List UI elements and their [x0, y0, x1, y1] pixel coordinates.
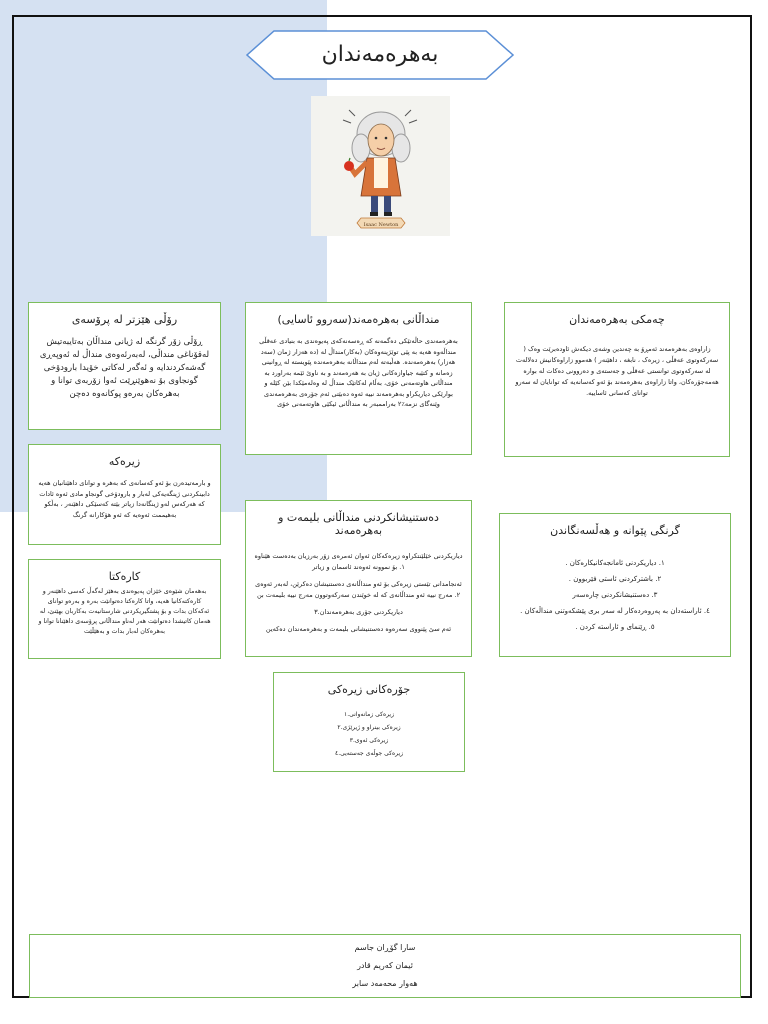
- importance-list: [508, 555, 722, 635]
- box-identification-heading: دەستنیشانکردنی منداڵانی بلیمەت و بەهرەمەند: [278, 511, 439, 537]
- page-title: بەهرەمەندان: [321, 42, 439, 67]
- box-character-body: بەهەمان شێوەی خێزان پەیوەندی بەهێز لەگەڵ کەسی داهێنەر و کارەکتەکانیا هەیە، واتا کارەکتا دەتوانێت بەرە و بەرەو توانای ئەکەکان بدات و بۆ پشتگیریکردنی شارستانیەت بەکاربان بهێنێ، لە هەمان کاتیشدا دەتوانێت هەر لەناو منداڵانی پرۆسەی داهێنانا توانا و بەهرەکان لەبار بدات و بەهێڵێت: [38, 588, 211, 635]
- box-concept-body: زاراوەی بەهرەمەند ئەمڕۆ بە چەندین وشەی دیکەش ئاودەبرێت وەک ( سەرکەوتوی عەقڵی ، زیرەک ، نابغە ، داهێنەر ) هەموو زاراوەکانیش دەلالەت لە سەرکەوتوی توانستی عەقڵی و جەستەی و دەروونی دەکات لە بوارە هەمەجۆرەکان، واتا زاراوەی بەهرەمەند بۆ ئەو کەسانەیە کە توانایان لە سەرو توانای کەسانی ئاساییە.: [515, 345, 719, 397]
- box-family-role-heading: رۆڵی هێزتر لە پرۆسەی: [71, 313, 178, 326]
- box-intelligence-body: و بارمەتیدەرن بۆ ئەو کەسانەی کە بەهرە و توانای داهێنانیان هەیە دابینکردنی ژینگەیەکی لەبار و بارودۆخی گونجاو مادی ئەوە ئادات کە هەرکەس لەو ژینگانەدا زیاتر بێتە کەسێکی داهێنەر ، بەڵکو بەهیممت ئەوەیە کە ئەو هۆکارانە گرنگ: [38, 479, 211, 519]
- importance-item: ١. دیاریکردنی ئامانجەکانیکارەکان .: [565, 559, 665, 567]
- box-importance: [499, 513, 731, 657]
- box-identification: [245, 500, 472, 657]
- author-name: ئیمان کەریم قادر: [357, 961, 413, 970]
- title-banner: [246, 30, 514, 80]
- types-item: زیرەکی زمانەوانی.١: [344, 711, 394, 718]
- box-concept-heading: چەمکی بەهرەمەندان: [569, 313, 665, 326]
- identification-item: دیاریکردنی جۆری بەهرەمەندان.٣: [314, 608, 403, 616]
- importance-item: ٢. باشترکردنی ئاستی فێربوون .: [568, 575, 662, 583]
- importance-item: ٣. دەستنیشانکردنی چارەسەر: [572, 591, 658, 599]
- box-importance-heading: گرنگی پێوانە و هەڵسەنگاندن: [550, 524, 680, 537]
- box-authors: [29, 934, 741, 998]
- box-intelligence: [28, 444, 221, 545]
- box-character: [28, 559, 221, 659]
- types-list: [282, 708, 456, 760]
- box-concept: [504, 302, 730, 457]
- box-intelligence-heading: زیرەکە: [108, 455, 141, 468]
- box-gifted-children-heading: منداڵانی بەهرەمەند(سەروو ئاسایی): [277, 313, 440, 326]
- importance-item: ٤. ئاراستەدان بە پەروەردەکار لە سەر بری پێشکەوتنی منداڵەکان .: [520, 607, 710, 615]
- newton-portrait: [311, 96, 450, 236]
- author-name: هەوار محەمەد سابر: [352, 979, 418, 988]
- box-family-role-body: ڕۆڵی زۆر گرنگە لە ژیانی منداڵان بەتایبەتیش لەقۆناغی منداڵی، لەبەرئەوەی منداڵ لە ئەوپەڕی گەشەکردندایە و ئەگەر لەکاتی خۆیدا بارودۆخی گونجاوی بۆ نەهوێنڕێت ئەوا زۆربەی توانا و بەهرەکان بەرەو پوکانەوە دەچن: [39, 337, 210, 399]
- types-item: زیرەکی بینراو و ژیرێژی.٢: [337, 724, 401, 731]
- portrait-caption: Isaac Newton: [363, 222, 399, 228]
- identification-item: دیاریکردنی خێلێنتکراوە زیرەکەکان ئەوان ئەمرەی زۆر بەرزیان بەدەست هێناوە ١. بۆ نموونە ئەوەند ئاسمان و زیاتر: [254, 552, 463, 571]
- author-name: سارا گۆڕان جاسم: [354, 943, 416, 952]
- box-character-heading: کارەکتا: [108, 570, 141, 583]
- identification-list: [254, 551, 463, 635]
- importance-item: ٥. ڕێنمای و ئاراستە کردن .: [575, 623, 655, 631]
- box-types-heading: جۆرەکانی زیرەکی: [327, 683, 411, 696]
- box-types: [273, 672, 465, 772]
- identification-item: ئەم سێ پێنووی سەرەوە دەستنیشانی بلیمەت و بەهرەمەندان دەکەین: [265, 625, 452, 633]
- types-item: زیرەکی ئەوی.٣: [349, 737, 389, 744]
- box-gifted-children-body: بەهرەمەندی حاڵەتێکی دەگمەنە کە ڕەسەنەکەی پەیوەندی بە بنیادی عەقڵی منداڵەوە هەیە بە پێی توێژینەوەکان (بەکار)منداڵ لە (دە هەزار ژمان (سەد هەزار) بەهرەمەندە. هەڵبەتە لەم منداڵانە بەهرەمەندە پێویستە لە ڕوانینی زەمانە و کتێبە جیاوازەکانی ژیان بە هەرەمەند و بە ناوێ ئێمە بەراورد بە منداڵانی هاوتەمەنی خۆی، بەڵام لەکاتێک منداڵ لە وەلەمێکدا بێن کێلە و بوارێکی دیاریکراو بەهرەمەند نییە ئەوە دەبێتی ئەم جۆرەی بەهرەمەندی وێنەگای نزمە٪٢ بەراممبەر بە منداڵانی ئیکێی هاوتەمەنی خۆی: [259, 337, 458, 408]
- box-gifted-children: [245, 302, 472, 455]
- types-item: زیرەکی جوڵەی جەستەیی.٤: [334, 750, 404, 757]
- identification-item: ئەنجامدانی تێستی زیرەکی بۆ ئەو منداڵانەی دەستنیشان دەکرێن، لەبەر ئەوەی ٢. مەرج نییە ئەو منداڵانەی کە لە خوێندن سەرکەوتوون مەرج نییە بلیمەت بن: [255, 580, 462, 599]
- box-family-role: [28, 302, 221, 430]
